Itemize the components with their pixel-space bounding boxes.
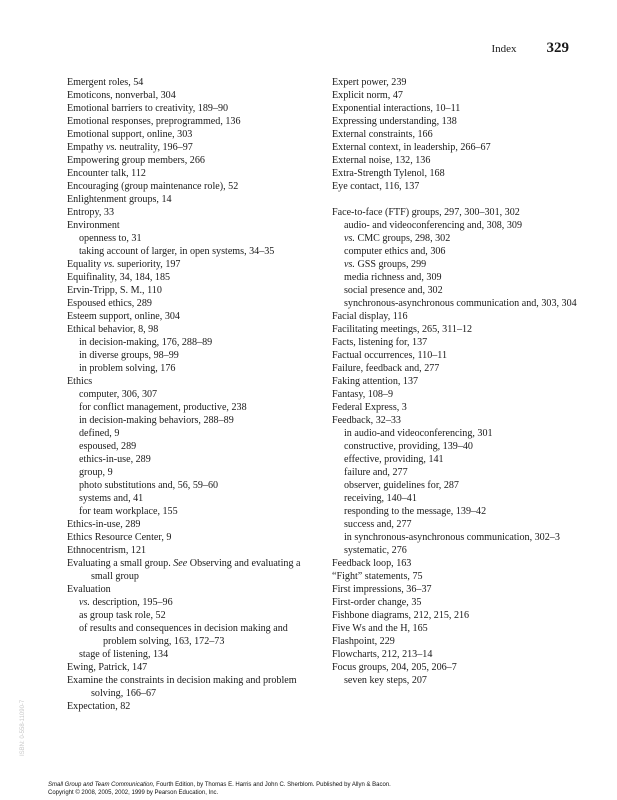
copyright-footer xyxy=(48,781,391,797)
index-subentry: vs. description, 195–96 xyxy=(79,597,173,608)
index-subentry: failure and, 277 xyxy=(344,467,408,478)
index-subentry: systems and, 41 xyxy=(79,493,144,504)
index-entry: Ewing, Patrick, 147 xyxy=(67,662,148,673)
index-subentry: taking account of larger, in open systems, 34–35 xyxy=(79,246,275,257)
page-number: 329 xyxy=(546,40,569,56)
index-entry: Flowcharts, 212, 213–14 xyxy=(332,649,433,660)
index-subentry: constructive, providing, 139–40 xyxy=(344,441,473,452)
index-entry: Enlightenment groups, 14 xyxy=(67,194,172,205)
index-entry: External context, in leadership, 266–67 xyxy=(332,142,491,153)
index-entry: Ervin-Tripp, S. M., 110 xyxy=(67,285,162,296)
index-subentry: systematic, 276 xyxy=(344,545,407,556)
index-entry: Failure, feedback and, 277 xyxy=(332,363,440,374)
index-entry: Factual occurrences, 110–11 xyxy=(332,350,448,361)
index-entry: Facts, listening for, 137 xyxy=(332,337,428,348)
index-entry: Explicit norm, 47 xyxy=(332,90,403,101)
index-subentry: in decision-making behaviors, 288–89 xyxy=(79,415,234,426)
index-subentry: observer, guidelines for, 287 xyxy=(344,480,459,491)
index-entry: External constraints, 166 xyxy=(332,129,433,140)
index-entry: Flashpoint, 229 xyxy=(332,636,395,647)
index-subentry: stage of listening, 134 xyxy=(79,649,169,660)
index-subentry: for team workplace, 155 xyxy=(79,506,178,517)
index-entry: Ethics xyxy=(67,376,93,387)
index-entry: Encounter talk, 112 xyxy=(67,168,146,179)
index-subentry: of results and consequences in decision making and problem solving, 163, 172–73 xyxy=(79,623,288,647)
index-subentry: openness to, 31 xyxy=(79,233,142,244)
index-entry: Ethics-in-use, 289 xyxy=(67,519,141,530)
index-subentry: seven key steps, 207 xyxy=(344,675,427,686)
index-entry: Expectation, 82 xyxy=(67,701,131,712)
index-entry: External noise, 132, 136 xyxy=(332,155,431,166)
index-entry: Five Ws and the H, 165 xyxy=(332,623,428,634)
index-entry: Feedback loop, 163 xyxy=(332,558,412,569)
index-entry: Emoticons, nonverbal, 304 xyxy=(67,90,176,101)
index-entry: Facial display, 116 xyxy=(332,311,408,322)
index-subentry: group, 9 xyxy=(79,467,113,478)
index-entry: Eye contact, 116, 137 xyxy=(332,181,420,192)
index-entry: Expert power, 239 xyxy=(332,77,407,88)
index-subentry: in decision-making, 176, 288–89 xyxy=(79,337,213,348)
index-entry: Esteem support, online, 304 xyxy=(67,311,180,322)
index-subentry: responding to the message, 139–42 xyxy=(344,506,487,517)
index-entry: Entropy, 33 xyxy=(67,207,115,218)
index-entry: Empathy vs. neutrality, 196–97 xyxy=(67,142,193,153)
footer-publication-line: Small Group and Team Communication, Fourth Edition, by Thomas E. Harris and John C. Sherblom. Published by Allyn & Bacon. xyxy=(48,782,391,788)
index-entry: Emergent roles, 54 xyxy=(67,77,144,88)
index-entry: Ethics Resource Center, 9 xyxy=(67,532,172,543)
index-entry: Fishbone diagrams, 212, 215, 216 xyxy=(332,610,470,621)
index-entry: Expressing understanding, 138 xyxy=(332,116,457,127)
running-header xyxy=(491,40,569,57)
isbn-code: ISBN: 0-558-11090-7 xyxy=(20,699,26,756)
index-subentry: espoused, 289 xyxy=(79,441,137,452)
index-entry: First impressions, 36–37 xyxy=(332,584,432,595)
index-entry: Encouraging (group maintenance role), 52 xyxy=(67,181,239,192)
index-subentry: as group task role, 52 xyxy=(79,610,166,621)
index-subentry: vs. CMC groups, 298, 302 xyxy=(344,233,451,244)
footer-copyright-line: Copyright © 2008, 2005, 2002, 1999 by Pearson Education, Inc. xyxy=(48,790,219,796)
index-entry: Federal Express, 3 xyxy=(332,402,407,413)
index-subentry: success and, 277 xyxy=(344,519,412,530)
index-subentry: audio- and videoconferencing and, 308, 309 xyxy=(344,220,522,231)
index-entry: Environment xyxy=(67,220,120,231)
index-entry: Focus groups, 204, 205, 206–7 xyxy=(332,662,457,673)
index-entry: “Fight” statements, 75 xyxy=(332,571,423,582)
index-subentry: for conflict management, productive, 238 xyxy=(79,402,247,413)
index-entry: Faking attention, 137 xyxy=(332,376,419,387)
index-subentry: in synchronous-asynchronous communication, 302–3 xyxy=(344,532,560,543)
index-subentry: defined, 9 xyxy=(79,428,120,439)
index-subentry: vs. GSS groups, 299 xyxy=(344,259,427,270)
index-subentry: ethics-in-use, 289 xyxy=(79,454,151,465)
index-entry: Emotional barriers to creativity, 189–90 xyxy=(67,103,229,114)
index-entry: Examine the constraints in decision making and problem solving, 166–67 xyxy=(67,675,297,699)
index-subentry: in audio-and videoconferencing, 301 xyxy=(344,428,493,439)
index-entry: Ethical behavior, 8, 98 xyxy=(67,324,159,335)
index-subentry: in diverse groups, 98–99 xyxy=(79,350,179,361)
index-subentry: synchronous-asynchronous communication and, 303, 304 xyxy=(344,298,577,309)
index-entry: Evaluation xyxy=(67,584,111,595)
index-entry: First-order change, 35 xyxy=(332,597,422,608)
index-entry: Emotional support, online, 303 xyxy=(67,129,193,140)
index-column-right xyxy=(332,76,582,687)
index-subentry: computer, 306, 307 xyxy=(79,389,158,400)
index-entry: Ethnocentrism, 121 xyxy=(67,545,147,556)
index-entry: Espoused ethics, 289 xyxy=(67,298,152,309)
index-subentry: receiving, 140–41 xyxy=(344,493,417,504)
index-entry: Equality vs. superiority, 197 xyxy=(67,259,181,270)
index-subentry: media richness and, 309 xyxy=(344,272,442,283)
index-entry: Extra-Strength Tylenol, 168 xyxy=(332,168,445,179)
running-header-label: Index xyxy=(491,43,517,55)
index-entry: Exponential interactions, 10–11 xyxy=(332,103,461,114)
index-entry: Face-to-face (FTF) groups, 297, 300–301, 302 xyxy=(332,207,520,218)
index-subentry: computer ethics and, 306 xyxy=(344,246,446,257)
index-entry: Feedback, 32–33 xyxy=(332,415,401,426)
index-entry: Equifinality, 34, 184, 185 xyxy=(67,272,171,283)
index-entry: Evaluating a small group. See Observing and evaluating a small group xyxy=(67,558,301,582)
index-subentry: photo substitutions and, 56, 59–60 xyxy=(79,480,219,491)
index-entry: Empowering group members, 266 xyxy=(67,155,205,166)
index-entry: Facilitating meetings, 265, 311–12 xyxy=(332,324,473,335)
index-entry: Emotional responses, preprogrammed, 136 xyxy=(67,116,241,127)
index-column-left xyxy=(67,76,313,713)
index-subentry: in problem solving, 176 xyxy=(79,363,176,374)
index-subentry: effective, providing, 141 xyxy=(344,454,444,465)
index-subentry: social presence and, 302 xyxy=(344,285,443,296)
index-entry: Fantasy, 108–9 xyxy=(332,389,394,400)
